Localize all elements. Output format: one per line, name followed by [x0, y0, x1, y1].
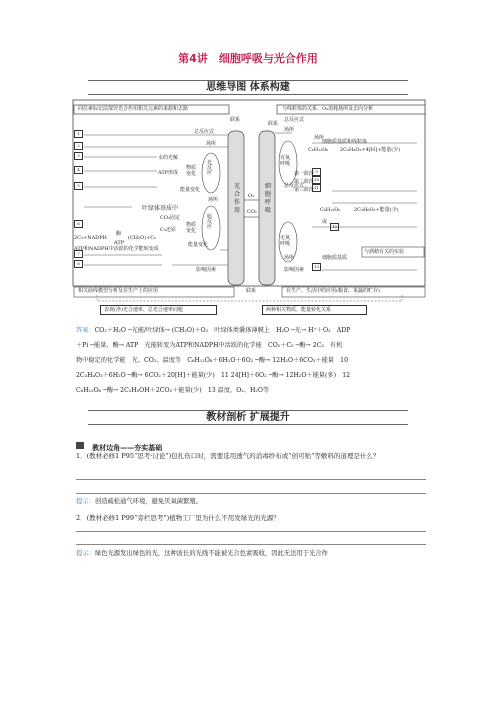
label-stage-3: 第三阶段	[294, 187, 315, 193]
left-header: 同位素标记法探究光合作用相关元素的来源和去路	[78, 106, 189, 112]
blank-10: 10	[313, 177, 320, 182]
eq-right-2a: C₆H₁₂O₆	[320, 207, 341, 213]
blank-12: 12	[331, 224, 338, 229]
label-site-anaerobic: 场所	[284, 255, 295, 261]
label-light-reaction: 光反应	[207, 160, 213, 176]
bottom-left-box: 相关曲线模型分析及在生产上的应用	[78, 288, 159, 294]
blank-3: 3	[74, 152, 83, 160]
answer-line-q1-a	[76, 479, 426, 480]
blank-13: 13	[313, 264, 320, 269]
foot-left-box: 表观(净)光合速率、总光合速率问题	[100, 305, 217, 315]
left-energy-note: ATP和NADPH中活跃的化学能转变成	[74, 246, 159, 252]
label-site-right-2: 场所	[314, 135, 325, 141]
eq-right-1b: 2C₃H₄O₃+4[H]+能量(少)	[340, 147, 401, 153]
label-total-eq-left: 总反应式	[194, 129, 215, 135]
hint-text-2: 绿色光源发出绿色的光，这种波长的光线不能被光合色素吸收，因此无法用于光合作	[94, 550, 328, 557]
label-total-eq-right: 总反应式	[284, 117, 305, 123]
page-title: 第4讲 细胞呼吸与光合作用	[178, 52, 318, 65]
answer-block	[76, 323, 436, 398]
label-cytoplasm-mito: 细胞质基质和线粒体	[322, 139, 368, 145]
label-c3-reduction: C₃还原	[160, 227, 176, 233]
blank-5: 5	[74, 182, 83, 190]
label-factors-right: 影响因素	[284, 267, 305, 273]
right-header: 与线粒体的关系、O₂消耗场所及去向分析	[282, 106, 374, 112]
mindmap-banner-text: 思维导图 体系构建	[206, 82, 290, 93]
blank-9: 9	[312, 168, 321, 176]
answer-line-q2-b	[76, 544, 426, 545]
center-respiration: 细胞呼吸	[264, 183, 271, 214]
hint-1	[76, 497, 426, 507]
bottom-link: 联系	[246, 288, 257, 294]
answer-line-q2-a	[76, 531, 426, 532]
label-stroma: 叶绿体基质中	[142, 205, 179, 212]
hint-label-2: 提示：	[76, 550, 95, 557]
answer-line-4: 2C₃H₄O₃＋6H₂O ─酶→ 6CO₂＋20[H]＋能量(少) 11 24[H]＋6O₂ ─酶→ 12H₂O＋能量(多) 12	[76, 372, 351, 379]
eq-left-enzyme: 酶	[116, 231, 122, 237]
bottom-right-box: 在生产、生活中的应用(粮食、果蔬的贮存)	[286, 288, 380, 294]
analysis-banner-text: 教材剖析 扩展提升	[206, 412, 290, 423]
label-co2-fixation: CO₂固定	[160, 215, 180, 221]
label-stage-2: 第二阶段	[294, 179, 315, 185]
label-anaerobic: 无氧呼吸	[280, 235, 291, 247]
label-stage-1: 第一阶段	[294, 171, 315, 177]
label-site-left: 场所	[206, 141, 217, 147]
answer-line-1: CO₂＋H₂O ─光能/叶绿体→ (CH₂O)＋O₂ 叶绿体类囊体薄膜上 H₂O ─光→ H⁺＋O₂ ADP	[94, 327, 351, 334]
answer-label: 答案：	[76, 327, 95, 334]
blank-6: 6	[74, 220, 83, 228]
analysis-banner	[88, 410, 408, 425]
label-water-photolysis: 水的光解	[158, 155, 179, 161]
blank-2: 2	[74, 142, 83, 150]
mindmap-banner	[88, 80, 408, 95]
blank-1: 1	[74, 130, 83, 138]
center-photosynthesis: 光合作用	[233, 183, 240, 214]
mind-map-lines	[72, 95, 428, 303]
answer-line-q1-b	[76, 493, 426, 494]
label-total-eq-right-2: 总反应式	[284, 183, 305, 189]
answer-line-5: C₆H₁₂O₆ ─酶→ 2C₂H₅OH＋2CO₂＋能量(少) 13 温度、O₂、H₂O等	[76, 387, 270, 394]
gas-o2: O₂	[248, 193, 255, 199]
question-1: 1．(教材必修1 P95“思考·讨论”)包扎伤口时，需要选用透气的消毒纱布或“创可贴”等敷料的道理是什么？	[76, 452, 380, 460]
hint-text-1: 创造疏松通气环境，避免厌氧菌繁殖。	[94, 498, 202, 505]
blank-8: 8	[74, 260, 83, 268]
label-site-dark: 场所	[208, 197, 219, 203]
label-substance-change-1: 物质变化	[186, 165, 197, 177]
hint-label-1: 提示：	[76, 498, 95, 505]
label-energy-change-2: 能量变化	[188, 242, 209, 248]
eq-left-atp: ATP	[114, 240, 125, 246]
question-2: 2．(教材必修1 P99“旁栏思考”)植物工厂里为什么不用发绿光的光源？	[76, 514, 280, 522]
answer-line-3: 物中稳定的化学能 光、CO₂、温度等 C₆H₁₂O₆＋6H₂O＋6O₂ ─酶→ 12H₂O＋6CO₂＋能量 10	[76, 357, 349, 364]
section-bullet-icon	[76, 442, 84, 449]
label-alcohol-exp: 与酒精有关的实验	[364, 249, 405, 255]
eq-right-2b: 2C₃H₆O₃+能量(少)	[354, 207, 399, 213]
gas-co2: CO₂	[247, 209, 257, 215]
label-energy-change-1: 能量变化	[180, 187, 201, 193]
hint-2	[76, 549, 436, 559]
label-site-right-1: 场所	[284, 127, 295, 133]
link-label-left: 联系	[230, 117, 241, 123]
label-substance-change-2: 物质变化	[186, 222, 197, 234]
blank-7: 7	[74, 250, 83, 258]
section-title: 教材边角——夯实基础	[92, 444, 163, 452]
blank-11: 11	[313, 185, 320, 190]
link-label-right: 联系	[268, 121, 279, 127]
label-atp-formation: ATP形成	[158, 170, 179, 176]
eq-left-products: (CH₂O)+C₅	[128, 235, 157, 241]
eq-right-1a: C₆H₁₂O₆	[308, 147, 329, 153]
label-aerobic: 有氧呼吸	[280, 155, 291, 167]
label-dark-reaction: 暗反应	[207, 214, 213, 230]
foot-right-box: 两种相关物质、能量转化关系	[262, 305, 367, 315]
label-or: 或	[322, 219, 328, 225]
blank-4: 4	[74, 166, 83, 174]
label-factors-left: 影响因素	[196, 267, 217, 273]
mind-map	[72, 95, 428, 303]
answer-line-2: ＋Pi ─能量、酶→ ATP 光能转变为ATP和NADPH中活跃的化学能 CO₂＋C₅ ─酶→ 2C₃ 有机	[76, 342, 343, 349]
eq-left-reactants: 2C₃+NADPH	[74, 235, 107, 241]
label-cytoplasm: 细胞质基质	[322, 255, 348, 261]
